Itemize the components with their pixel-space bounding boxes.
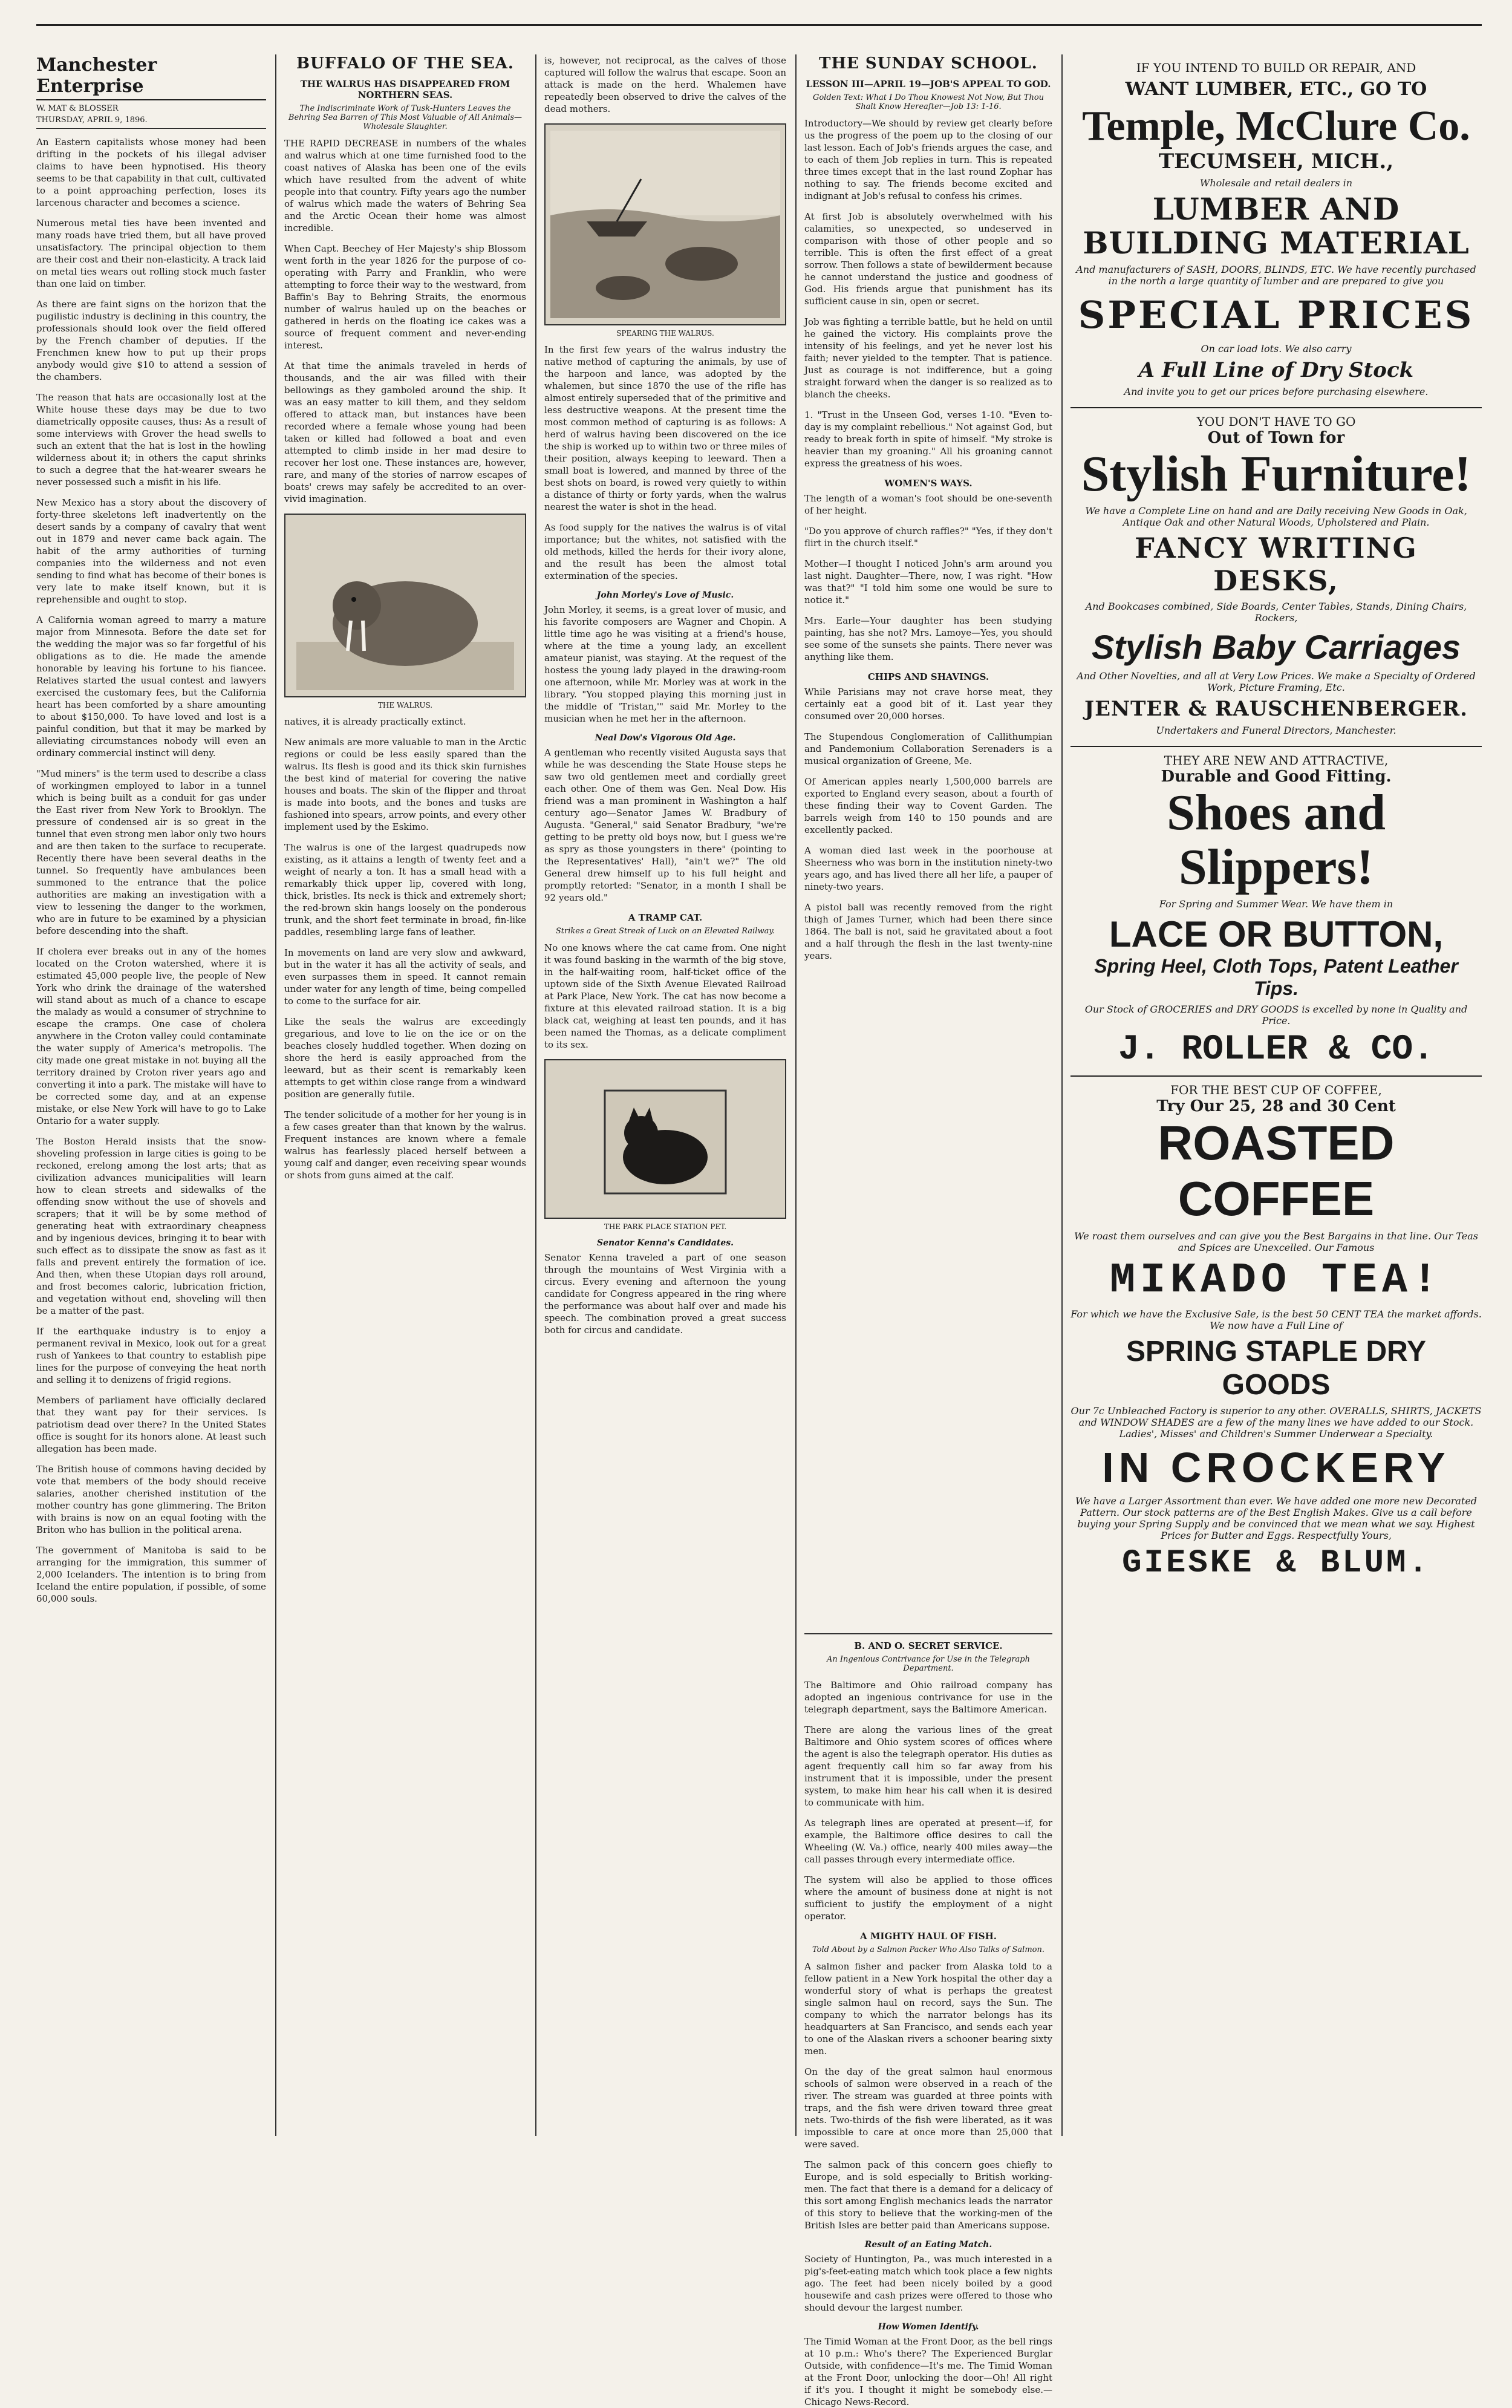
figure-caption: SPEARING THE WALRUS. [616, 329, 714, 338]
paragraph: A California woman agreed to marry a mature major from Minnesota. Before the date set for the wedding the major was so far forgetful of his obligations as to die. He made the amende honorable by leaving his fortune to his fiancee. Relatives started the usual contest and lawyers exercised the customary fees, but the California heart has been comforted by a share amounting to about $150,000. To have loved and lost is a painful condition, but that it may be marked by alleviating circumstances nobody will even an ordinary commercial instinct will deny. [36, 615, 266, 759]
paragraph: While Parisians may not crave horse meat, they certainly eat a good bit of it. Last year they consumed over 20,000 horses. [804, 687, 1052, 722]
paragraph: If the earthquake industry is to enjoy a permanent revival in Mexico, look out for a great rush of Yankees to that country to establish pipe lines for the purpose of conveying the heat north and selling it to denizens of frigid regions. [36, 1326, 266, 1385]
section-heading: Result of an Eating Match. [864, 2240, 992, 2250]
ad-text: For which we have the Exclusive Sale, is the best 50 CENT TEA the market affords. We now have a Full Line of [1070, 1308, 1482, 1331]
ad-heading: LACE OR BUTTON, [1109, 914, 1444, 954]
cat-illustration [544, 1059, 786, 1219]
paragraph: The system will also be applied to those offices where the amount of business done at night is not sufficient to justify the employment of a night operator. [804, 1875, 1052, 1922]
masthead-publishers: W. MAT & BLOSSER [36, 104, 119, 113]
paragraph: The Stupendous Conglomeration of Callithumpian and Pandemonium Collaboration Serenaders is a musical organization of Greene, Me. [804, 731, 1052, 766]
paragraph: On the day of the great salmon haul enormous schools of salmon were observed in a reach of the river. The stream was guarded at three points with traps, and the fish were driven toward three great nets. Two-thirds of the fish were liberated, as it was impossible to care at once more than 25,000 that were saved. [804, 2066, 1052, 2150]
ad-heading: IN CROCKERY [1102, 1444, 1450, 1491]
section-heading: Neal Dow's Vigorous Old Age. [595, 733, 736, 743]
paragraph: John Morley, it seems, is a great lover of music, and his favorite composers are Wagner and Chopin. A little time ago he was visiting at a friend's house, where at the time a young lady, an excellent amateur pianist, was staying. At the request of the hostess the young lady played in the drawing-room one afternoon, while Mr. Morley was at work in the library. "You stopped playing this morning just in the middle of 'Tristan,'" said Mr. Morley to the musician when he met her in the afternoon. [544, 604, 786, 724]
paragraph: The reason that hats are occasionally lost at the White house these days may be due to two diametrically opposite causes, thus: As a result of some interviews with Grover the head swells to such an extent that the hat is lost in the howling wilderness about it; in others the caput shrinks to such a degree that the hat-wearer swears he never possessed such a misfit in his life. [36, 392, 266, 488]
column-2 [284, 54, 526, 2136]
section-heading: How Women Identify. [878, 2322, 979, 2332]
figure-caption: THE PARK PLACE STATION PET. [604, 1222, 727, 1231]
paragraph: Numerous metal ties have been invented and many roads have tried them, but all have proved unsatisfactory. The principal objection to them are their cost and their non-elasticity. A track laid on metal ties wears out rolling stock much faster than one laid on timber. [36, 218, 266, 289]
paragraph: A pistol ball was recently removed from the right thigh of James Turner, which had been there since 1864. The ball is not, said he gravitated about a foot and a half through the flesh in the last twenty-nine years. [804, 902, 1052, 961]
ad-text: Out of Town for [1207, 429, 1345, 447]
paragraph: No one knows where the cat came from. One night it was found basking in the warmth of the big stove, in the half-waiting room, half-ticket office of the uptown side of the Sixth Avenue Elevated Railroad at Park Place, New York. The cat has now become a fixture at this elevated railroad station. It is a big black cat, weighing at least ten pounds, and it has been named the Thomas, as a delicate compliment to its sex. [544, 942, 786, 1050]
section-heading: CHIPS AND SHAVINGS. [867, 671, 989, 682]
ad-text: And Bookcases combined, Side Boards, Center Tables, Stands, Dining Chairs, Rockers, [1085, 601, 1467, 624]
section-heading: John Morley's Love of Music. [596, 590, 734, 600]
paragraph: The government of Manitoba is said to be arranging for the immigration, this summer of 2,000 Icelanders. The intention is to bring from Iceland the entire population, if possible, of some 60,000 souls. [36, 1545, 266, 1604]
ad-text: And Other Novelties, and all at Very Low Prices. We make a Specialty of Ordered Work, Picture Framing, Etc. [1077, 670, 1476, 693]
paragraph: At first Job is absolutely overwhelmed with his calamities, so unexpected, so undeserved in comparison with those of other people and so terrible. This is often the first effect of a great sorrow. Then follows a state of bewilderment because he cannot understand the justice and goodness of God. His friends argue that punishment has its sufficient cause in sin, open or secret. [804, 211, 1052, 307]
paragraph: In movements on land are very slow and awkward, but in the water it has all the activity of seals, and even surpasses them in speed. It cannot remain under water for any length of time, being compelled to come to the surface for air. [284, 947, 526, 1007]
advertisement-column [1070, 54, 1482, 2136]
ad-company-name: J. ROLLER & CO. [1118, 1030, 1435, 1069]
paragraph: Members of parliament have officially declared that they want pay for their services. Is patriotism dead over there? In the United States office is sought for its honors alone. At least such allegation has been made. [36, 1395, 266, 1454]
paragraph: The Baltimore and Ohio railroad company has adopted an ingenious contrivance for use in the telegraph department, says the Baltimore American. [804, 1680, 1052, 1715]
paragraph: The Timid Woman at the Front Door, as the bell rings at 10 p.m.: Who's there? The Experienced Burglar Outside, with confidence—It's me. The Timid Woman at the Front Door, unlocking the door—Oh! All right if it's you. I thought it might be somebody else.—Chicago News-Record. [804, 2336, 1052, 2407]
paragraph: The British house of commons having decided by vote that members of the body should receive salaries, another cherished institution of the mother country has gone glimmering. The Briton with brains is now on an equal footing with the Briton who has bullion in the political arena. [36, 1464, 266, 1535]
ad-text: Try Our 25, 28 and 30 Cent [1156, 1097, 1396, 1115]
section-heading: Senator Kenna's Candidates. [596, 1238, 734, 1248]
figure-caption: THE WALRUS. [377, 701, 433, 710]
section-heading: A TRAMP CAT. [628, 912, 703, 923]
column-rule [275, 54, 276, 2136]
ad-heading: FANCY WRITING DESKS, [1135, 532, 1418, 597]
ad-heading: Spring Heel, Cloth Tops, Patent Leather Tips. [1094, 955, 1458, 999]
ad-text: Wholesale and retail dealers in [1199, 177, 1353, 189]
article-subhead: THE WALRUS HAS DISAPPEARED FROM NORTHERN SEAS. [300, 79, 510, 100]
ad-text: Durable and Good Fitting. [1161, 768, 1392, 786]
paragraph: The Boston Herald insists that the snow-shoveling profession in large cities is going to be reckoned, erelong among the lost arts; that as civilization advances municipalities will learn how to clean streets and sidewalks of the offending snow without the use of shovels and scrapers; that it will be by some method of generating heat with extraordinary cheapness and by ingenious devices, bringing it to bear with such effect as to dissipate the snow as fast as it falls and prevent entirely the formation of ice. And then, when these Utopian days roll around, and frost becomes caloric, lubrication friction, and vegetation without end, shoveling will then be a matter of the past. [36, 1136, 266, 1316]
top-rule [36, 24, 1482, 26]
ad-text: Undertakers and Funeral Directors, Manchester. [1156, 725, 1396, 736]
paragraph: When Capt. Beechey of Her Majesty's ship Blossom went forth in the year 1826 for the purpose of co-operating with Parry and Franklin, who were attempting to force their way to the westward, from Baffin's Bay to Behring Straits, the enormous number of walrus hauled up on the beaches or gathered in herds on the floating ice cakes was a source of frequent comment and never-ending interest. [284, 243, 526, 351]
ad-heading: ROASTED COFFEE [1158, 1116, 1395, 1225]
ad-text: On car load lots. We also carry [1201, 343, 1352, 354]
article-headline: BUFFALO OF THE SEA. [296, 54, 514, 73]
ad-text: Our 7c Unbleached Factory is superior to any other. OVERALLS, SHIRTS, JACKETS and WINDOW SHADES are a few of the many lines we have added to our Stock. Ladies', Misses' and Children's Summer Underwear a Specialty. [1070, 1405, 1482, 1440]
spearing-illustration [544, 123, 786, 325]
paragraph: A woman died last week in the poorhouse at Sheerness who was born in the institution ninety-two years ago, and has lived there all her life, a pauper of ninety-two years. [804, 845, 1052, 892]
section-heading: A MIGHTY HAUL OF FISH. [859, 1931, 997, 1942]
column-rule [535, 54, 536, 2136]
paragraph: Like the seals the walrus are exceedingly gregarious, and love to lie on the ice or on the beaches closely huddled together. When dozing on shore the herd is easily approached from the leeward, but as their scent is remarkably keen attempts to get within close range from a windward position are generally futile. [284, 1016, 526, 1100]
ad-heading: Stylish Furniture! [1081, 446, 1471, 502]
golden-text: Golden Text: What I Do Thou Knowest Not Now, But Thou Shalt Know Hereafter—Job 13: 1-16. [812, 93, 1044, 111]
column-3 [544, 54, 786, 2136]
paragraph: As telegraph lines are operated at present—if, for example, the Baltimore office desires to call the Wheeling (W. Va.) office, nearly 400 miles away—the call passes through every intermediate office. [804, 1818, 1052, 1865]
ad-heading: LUMBER AND BUILDING MATERIAL [1083, 191, 1470, 261]
ad-furniture [1070, 408, 1482, 747]
column-1 [36, 54, 266, 2136]
section-deck: Told About by a Salmon Packer Who Also Talks of Salmon. [812, 1945, 1044, 1954]
ad-heading: WANT LUMBER, ETC., GO TO [1125, 79, 1427, 100]
paragraph: There are along the various lines of the great Baltimore and Ohio system scores of offices where the agent is also the telegraph operator. His duties as agent frequently call him so far away from his instrument that it is impossible, under the present system, to make him hear his call when it is desired to communicate with him. [804, 1724, 1052, 1808]
section-heading: B. AND O. SECRET SERVICE. [854, 1640, 1003, 1651]
paragraph: Of American apples nearly 1,500,000 barrels are exported to England every season, about a fourth of these finding their way to Covent Garden. The barrels weigh from 140 to 150 pounds and are excellently packed. [804, 776, 1052, 835]
paragraph: New animals are more valuable to man in the Arctic regions or could be less easily spared than the walrus. Its flesh is good and its thick skin furnishes the best kind of material for covering the native houses and boats. The skin of the flipper and throat is made into boots, and the bones and tusks are fashioned into spears, arrow points, and every other implement used by the Eskimo. [284, 737, 526, 832]
paragraph: New Mexico has a story about the discovery of forty-three skeletons left inadvertently on the desert sands by a company of cavalry that went out in 1879 and never came back again. The habit of the army authorities of turning companies into the wilderness and not even sending to find what has become of their bones is very late to make itself known, but it is reprehensible and ought to stop. [36, 497, 266, 605]
ad-company-name: JENTER & RAUSCHENBERGER. [1084, 697, 1468, 721]
hunting-scene-drawing [550, 131, 780, 318]
paragraph: THE RAPID DECREASE in numbers of the whales and walrus which at one time furnished food to the coast natives of Alaska has been one of the evils which have resulted from the advent of white people into that country. Fifty years ago the number of walrus which made the waters of Behring Sea and the Arctic Ocean their home was almost incredible. [284, 138, 526, 233]
masthead-title: Manchester Enterprise [36, 54, 266, 100]
paragraph: The tender solicitude of a mother for her young is in a few cases greater than that known by the walrus. Frequent instances are known where a female walrus has fearlessly placed herself between a young calf and danger, even receiving spear wounds or shots from guns aimed at the calf. [284, 1109, 527, 1181]
paragraph: Senator Kenna traveled a part of one season through the mountains of West Virginia with a circus. Every evening and afternoon the young candidate for Congress appeared in the ring where the performance was about half over and made his speech. The combination proved a great success both for circus and candidate. [544, 1252, 786, 1336]
paragraph: In the first few years of the walrus industry the native method of capturing the animals, by use of the harpoon and lance, was adopted by the whalemen, but since 1870 the use of the rifle has almost entirely superseded that of the primitive and less destructive weapons. At the present time the most common method of capturing is as follows: A herd of walrus having been discovered on the ice the ship is worked up to within two or three miles of their position, always keeping to leeward. Then a small boat is lowered, and manned by three of the best shots on board, is rowed very quietly to within a distance of thirty or forty yards, when the walrus nearest the water is shot in the head. [544, 344, 786, 512]
paragraph: is, however, not reciprocal, as the calves of those captured will follow the walrus that escape. Soon an attack is made on the herd. Whalemen have repeatedly been observed to drive the calves of the dead mothers. [544, 55, 786, 114]
paragraph: "Do you approve of church raffles?" "Yes, if they don't flirt in the church itself." [804, 526, 1052, 549]
section-deck: Strikes a Great Streak of Luck on an Elevated Railway. [555, 927, 775, 936]
ad-text: We roast them ourselves and can give you the Best Bargains in that line. Our Teas and Spices are Unexcelled. Our Famous [1074, 1230, 1478, 1253]
ad-company-name: Temple, McClure Co. [1082, 103, 1470, 149]
ad-heading: Stylish Baby Carriages [1091, 628, 1461, 666]
paragraph: natives, it is already practically extinct. [284, 716, 466, 727]
ad-text: For Spring and Summer Wear. We have them in [1159, 898, 1393, 910]
ad-text: And manufacturers of SASH, DOORS, BLINDS, ETC. We have recently purchased in the north a large quantity of lumber and are prepared to give you [1076, 264, 1476, 287]
paragraph: As food supply for the natives the walrus is of vital importance; but the whites, not satisfied with the old methods, killed the herds for their ivory alone, and the result has been the almost total extermination of the species. [544, 522, 786, 581]
ad-text: We have a Larger Assortment than ever. We have added one more new Decorated Pattern. Our stock patterns are of the Best English Makes. Give us a call before buying your Spring Supply and be convinced that we mean what we say. Highest Prices for Butter and Eggs. Respectfully Yours, [1075, 1495, 1478, 1541]
section-heading: WOMEN'S WAYS. [884, 478, 973, 489]
ad-text: We have a Complete Line on hand and are Daily receiving New Goods in Oak, Antique Oak and other Natural Woods, Upholstered and Plain. [1085, 505, 1467, 528]
paragraph: A gentleman who recently visited Augusta says that while he was descending the State House steps he saw two old gentlemen meet and cordially greet each other. One of them was Gen. Neal Dow. His friend was a man prominent in Washington a half century ago—Senator James W. Bradbury of Augusta. "General," said Senator Bradbury, "we're getting to be pretty old boys now, but I guess we're as spry as those youngsters in there" (pointing to the Representatives' Hall), "ain't we?" The old General drew himself up to his full height and promptly retorted: "Senator, in a month I shall be 92 years old." [544, 747, 786, 903]
paragraph: "Mud miners" is the term used to describe a class of workingmen employed to labor in a tunnel which is being built as a conduit for gas under the East river from New York to Brooklyn. The pressure of condensed air is so great in the tunnel that even strong men labor only two hours and are then taken to the surface to recuperate. Recently there have been several deaths in the tunnel. So frequently have ambulances been summoned to the entrance that the police authorities are making an investigation with a view to lessening the danger to the workmen, who are in future to be examined by a physician before descending into the shaft. [36, 768, 266, 936]
ad-shoes [1070, 747, 1482, 1077]
column-rule [795, 54, 797, 2136]
paragraph: A salmon fisher and packer from Alaska told to a fellow patient in a New York hospital the other day a wonderful story of what is perhaps the greatest single salmon haul on record, says the Sun. The company to which the narrator belongs has its headquarters at San Francisco, and sends each year to one of the Alaskan rivers a schooner bearing sixty men. [804, 1961, 1052, 2057]
paragraph: At that time the animals traveled in herds of thousands, and the air was filled with their bellowings as they gamboled around the ship. It was an easy matter to kill them, and they seldom offered to attack man, but instances have been recorded where a female whose young had been taken or killed had followed a boat and even attempted to climb inside in her mad desire to recover her lost one. These instances are, however, rare, and many of the stories of narrow escapes of boats' crews may safely be accredited to an over-vivid imagination. [284, 361, 526, 504]
ad-intro: FOR THE BEST CUP OF COFFEE, [1170, 1083, 1382, 1097]
paragraph: As there are faint signs on the horizon that the pugilistic industry is declining in this country, the professionals should look over the field offered by the French chamber of deputies. If the Frenchmen knew how to put up their props anybody would give $10 to attend a session of the chambers. [36, 299, 266, 382]
ad-heading: A Full Line of Dry Stock [1138, 358, 1414, 382]
ad-text: Our Stock of GROCERIES and DRY GOODS is excelled by none in Quality and Price. [1084, 1003, 1468, 1026]
ad-temple-mcclure [1070, 54, 1482, 408]
paragraph: 1. "Trust in the Unseen God, verses 1-10. "Even to-day is my complaint rebellious." Not against God, but ready to break forth in spite of himself. "My stroke is heavier than my groaning." All his groaning cannot express the greatness of his woes. [804, 409, 1052, 469]
paragraph: If cholera ever breaks out in any of the homes located on the Croton watershed, where it is estimated 45,000 people live, the people of New York who drink the drainage of the watershed will stand about as much of a chance to escape the malady as would a consumer of strychnine to escape the cramps. One case of cholera anywhere in the Croton valley could contaminate the water supply of America's metropolis. The city made one great mistake in not buying all the territory drained by Croton river years ago and converting it into a park. The mistake will have to be corrected some day, and at an expense mistake, or else New York will have to go to Lake Ontario for a water supply. [36, 946, 266, 1126]
ad-coffee [1070, 1077, 1482, 1588]
ad-intro: YOU DON'T HAVE TO GO [1196, 414, 1356, 429]
ad-heading: MIKADO TEA! [1109, 1257, 1443, 1305]
paragraph: The salmon pack of this concern goes chiefly to Europe, and is sold especially to British working-men. The fact that there is a demand for a delicacy of this sort among English mechanics leads the narrator of this story to believe that the working-men of the British Isles are better paid than Americans suppose. [804, 2159, 1052, 2231]
ad-intro: IF YOU INTEND TO BUILD OR REPAIR, AND [1136, 60, 1416, 75]
ad-heading: SPRING STAPLE DRY GOODS [1126, 1336, 1427, 1401]
paragraph: Society of Huntington, Pa., was much interested in a pig's-feet-eating match which took place a few nights ago. The feet had been nicely boiled by a good housewife and cash prizes were offered to those who should devour the largest number. [804, 2254, 1052, 2313]
section-deck: An Ingenious Contrivance for Use in the Telegraph Department. [827, 1655, 1030, 1673]
article-headline: THE SUNDAY SCHOOL. [819, 54, 1038, 73]
cat-drawing [569, 1066, 762, 1212]
column-4-lower [804, 1633, 1052, 2407]
ad-company-name: GIESKE & BLUM. [1122, 1545, 1430, 1582]
paragraph: An Eastern capitalists whose money had been drifting in the pockets of his illegal adviser claims to have been hypnotised. His theory seems to be that capability in that cult, cultivated to a point approaching perfection, loses its larcenous character and becomes a science. [36, 137, 266, 208]
paragraph: The length of a woman's foot should be one-seventh of her height. [804, 493, 1052, 516]
column-rule [1061, 54, 1063, 2136]
ad-intro: THEY ARE NEW AND ATTRACTIVE, [1164, 753, 1389, 768]
paragraph: Mrs. Earle—Your daughter has been studying painting, has she not? Mrs. Lamoye—Yes, you should see some of the sunsets she paints. There never was anything like them. [804, 615, 1052, 662]
lesson-title: LESSON III—APRIL 19—JOB'S APPEAL TO GOD. [806, 79, 1051, 90]
masthead-date: THURSDAY, APRIL 9, 1896. [36, 116, 266, 129]
ad-city: TECUMSEH, MICH., [1158, 149, 1394, 174]
paragraph: Mother—I thought I noticed John's arm around you last night. Daughter—There, now, I was right. "How was that?" "I told him some one would be sure to notice it." [804, 558, 1052, 605]
ad-heading: Shoes and Slippers! [1167, 785, 1386, 895]
ad-text: And invite you to get our prices before purchasing elsewhere. [1124, 386, 1429, 397]
walrus-drawing [296, 521, 514, 690]
ad-heading: SPECIAL PRICES [1078, 293, 1475, 337]
paragraph: Introductory—We should by review get clearly before us the progress of the poem up to the closing of our last lesson. Each of Job's friends argues the case, and to each of them Job replies in turn. This is repeated three times except that in the last round Zophar has nothing to say. The friends become excited and indignant at Job's refusal to confess his crimes. [804, 118, 1052, 201]
walrus-illustration [284, 514, 526, 697]
paragraph: Job was fighting a terrible battle, but he held on until he gained the victory. His complaints prove the intensity of his feelings, and yet he never lost his faith; never yielded to the tempter. That is patience. Just as courage is not indifference, but a going straight forward when the danger is so realized as to blanch the cheeks. [804, 316, 1052, 400]
paragraph: The walrus is one of the largest quadrupeds now existing, as it attains a length of twenty feet and a weight of nearly a ton. It has a small head with a remarkably thick upper lip, covered with long, thick, bristles. Its neck is thick and extremely short; the red-brown skin hangs loosely on the ponderous trunk, and the short feet terminate in broad, fin-like paddles, resembling large fans of leather. [284, 842, 526, 938]
article-deck: The Indiscriminate Work of Tusk-Hunters Leaves the Behring Sea Barren of This Most Valuable of All Animals—Wholesale Slaughter. [288, 104, 523, 131]
